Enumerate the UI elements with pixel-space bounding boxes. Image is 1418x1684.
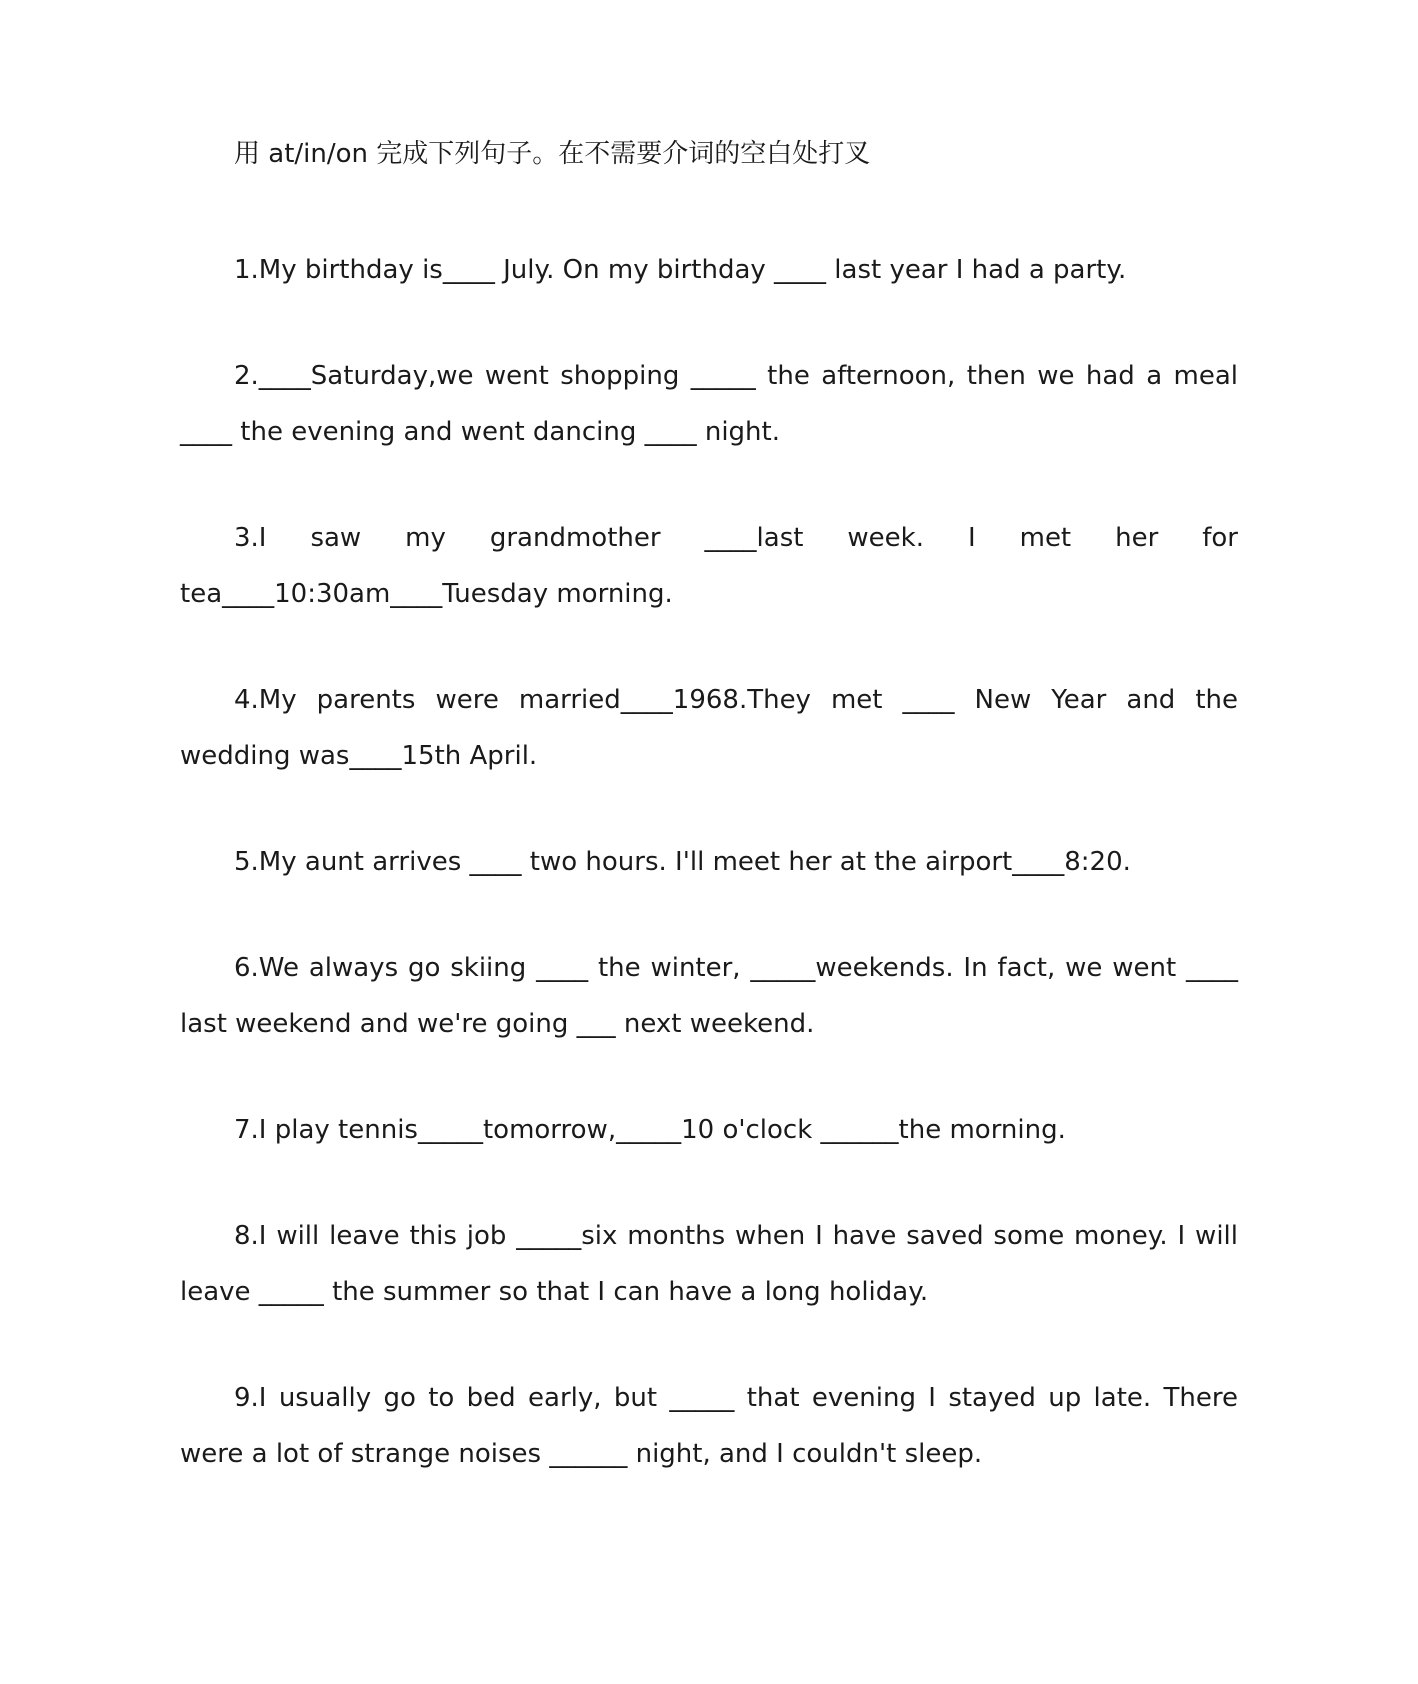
document-page <box>180 138 1238 1532</box>
question-2: 2.____Saturday,we went shopping _____ the afternoon, then we had a meal ____ the evening and went dancing ____ night. <box>180 361 1238 447</box>
question-6: 6.We always go skiing ____ the winter, _____weekends. In fact, we went ____ last weekend and we're going ___ next weekend. <box>180 953 1238 1039</box>
question-5: 5.My aunt arrives ____ two hours. I'll meet her at the airport____8:20. <box>234 847 1131 877</box>
question-3: 3.I saw my grandmother ____last week. I met her for tea____10:30am____Tuesday morning. <box>180 523 1238 609</box>
question-1: 1.My birthday is____ July. On my birthday ____ last year I had a party. <box>234 255 1127 285</box>
exercise-instruction: 用 at/in/on 完成下列句子。在不需要介词的空白处打叉 <box>234 139 871 169</box>
question-8: 8.I will leave this job _____six months when I have saved some money. I will leave _____ the summer so that I can have a long holiday. <box>180 1221 1238 1307</box>
question-9: 9.I usually go to bed early, but _____ that evening I stayed up late. There were a lot of strange noises ______ night, and I couldn't sleep. <box>180 1383 1238 1469</box>
question-4: 4.My parents were married____1968.They met ____ New Year and the wedding was____15th April. <box>180 685 1238 771</box>
question-7: 7.I play tennis_____tomorrow,_____10 o'clock ______the morning. <box>234 1115 1066 1145</box>
